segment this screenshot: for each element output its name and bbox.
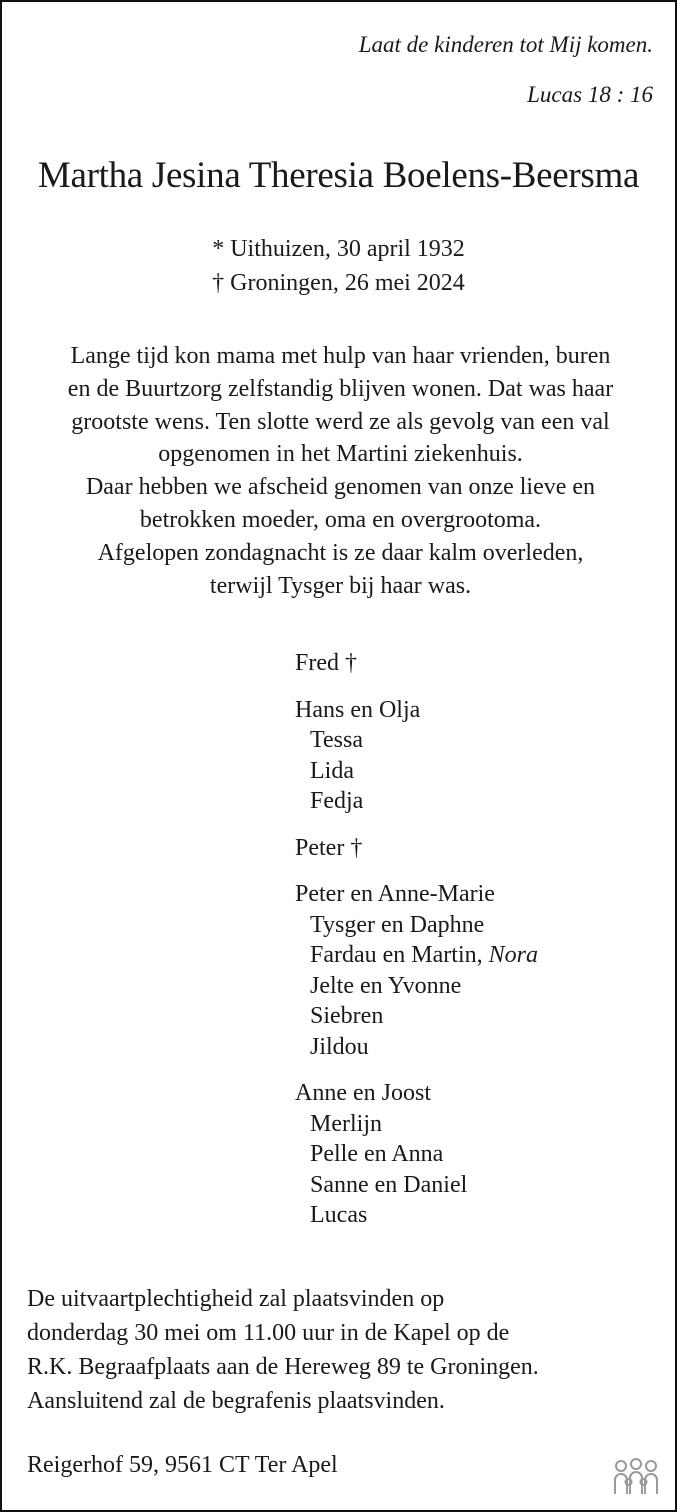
family-child: Lida <box>310 757 354 784</box>
great-grandchild-name: Nora <box>488 942 538 968</box>
family-child: Pelle en Anna <box>310 1141 444 1167</box>
funeral-line: R.K. Begraafplaats aan de Hereweg 89 te Groningen. <box>27 1354 539 1380</box>
family-child: Jildou <box>310 1033 369 1060</box>
family-parent: Anne en Joost <box>295 1080 431 1106</box>
message-line: terwijl Tysger bij haar was. <box>209 572 472 599</box>
funeral-info <box>27 1282 539 1418</box>
message-line: en de Buurtzorg zelfstandig blijven wonen. Dat was haar <box>67 375 614 402</box>
family-child: Jelte en Yvonne <box>310 972 462 999</box>
funeral-line: De uitvaartplechtigheid zal plaatsvinden op <box>27 1286 445 1312</box>
message-paragraph <box>22 340 659 602</box>
family-child: Sanne en Daniel <box>310 1171 468 1198</box>
message-line: Daar hebben we afscheid genomen van onze lieve en <box>85 474 596 501</box>
bible-quote: Laat de kinderen tot Mij komen. <box>358 32 653 57</box>
family-people-icon <box>613 1458 659 1496</box>
funeral-line: Aansluitend zal de begrafenis plaatsvinden. <box>27 1388 445 1414</box>
message-line: Lange tijd kon mama met hulp van haar vrienden, buren <box>70 343 611 369</box>
family-child-name: Fardau en Martin, <box>310 942 483 968</box>
bible-reference: Lucas 18 : 16 <box>527 82 653 107</box>
correspondence-address: Reigerhof 59, 9561 CT Ter Apel <box>27 1452 338 1478</box>
family-parent: Peter en Anne-Marie <box>295 881 495 907</box>
message-line: betrokken moeder, oma en overgrootoma. <box>139 506 542 533</box>
death-date: † Groningen, 26 mei 2024 <box>212 270 465 296</box>
message-line: Afgelopen zondagnacht is ze daar kalm overleden, <box>97 539 584 566</box>
life-dates <box>2 232 675 300</box>
family-child: Siebren <box>310 1003 384 1029</box>
family-parent: Fred † <box>295 650 357 676</box>
message-line: opgenomen in het Martini ziekenhuis. <box>158 441 523 468</box>
deceased-name: Martha Jesina Theresia Boelens-Beersma <box>37 155 640 196</box>
birth-date: * Uithuizen, 30 april 1932 <box>212 236 465 262</box>
family-parent: Hans en Olja <box>295 696 421 723</box>
family-list <box>295 648 538 1231</box>
family-child <box>295 940 538 971</box>
family-child: Lucas <box>310 1202 368 1228</box>
family-child: Fedja <box>310 788 364 814</box>
family-child: Merlijn <box>310 1110 382 1137</box>
family-parent: Peter † <box>295 834 363 861</box>
family-child: Tessa <box>310 727 363 753</box>
message-line: grootste wens. Ten slotte werd ze als gevolg van een val <box>71 408 610 435</box>
family-child: Tysger en Daphne <box>310 911 485 938</box>
funeral-line: donderdag 30 mei om 11.00 uur in de Kapel op de <box>27 1320 510 1346</box>
